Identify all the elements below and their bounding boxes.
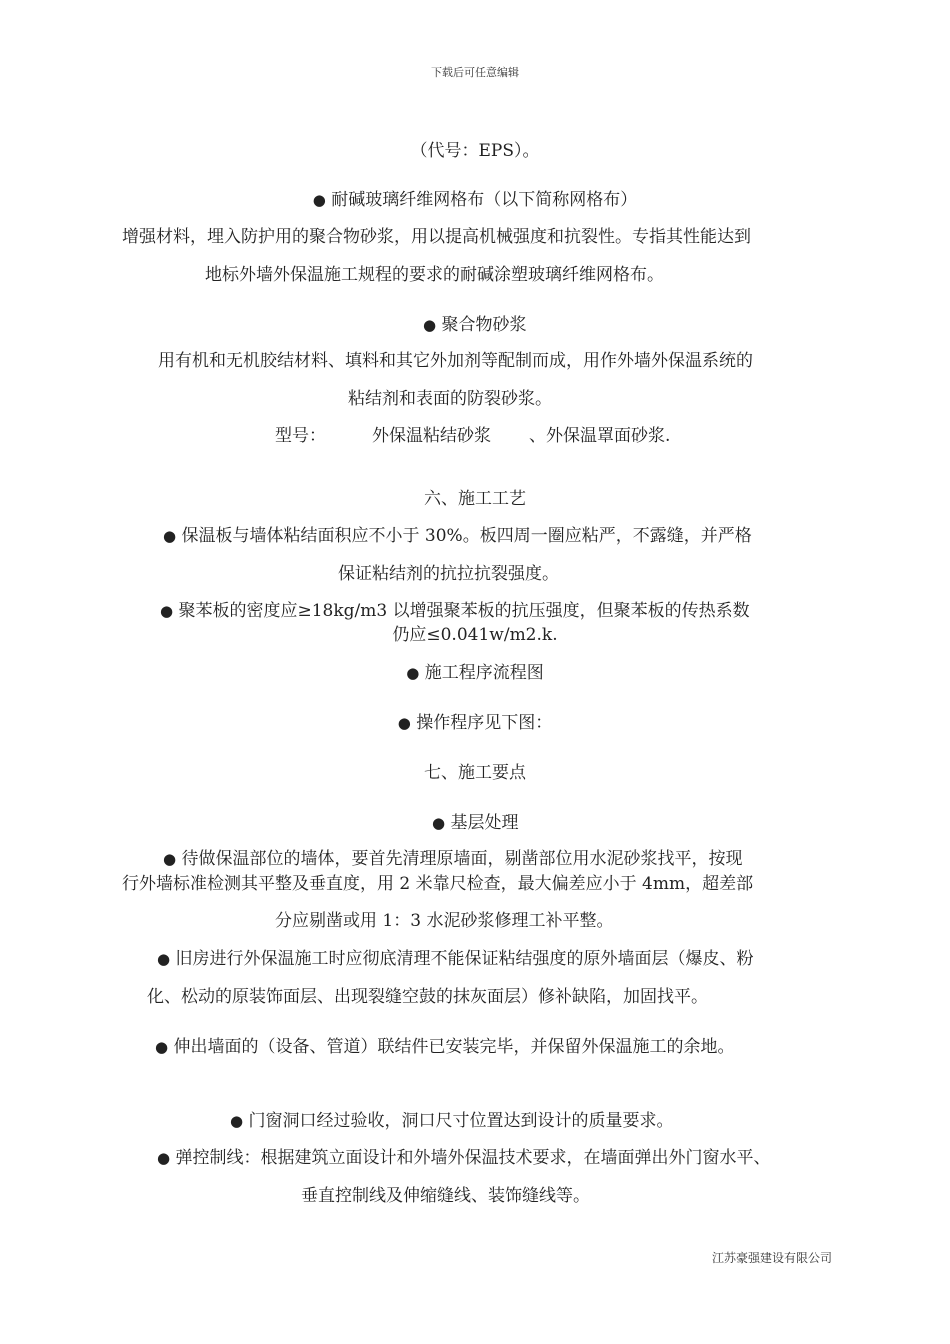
bullet-icon: ● — [155, 1038, 169, 1056]
mesh-title — [0, 189, 950, 211]
s7-paragraph-5-line-1: ● 弹控制线：根据建筑立面设计和外墙外保温技术要求，在墙面弹出外门窗水平、 — [157, 1148, 771, 1168]
s7-paragraph-1-line-2: 行外墙标准检测其平整及垂直度，用 2 米靠尺检查，最大偏差应小于 4mm，超差部 — [122, 874, 754, 894]
bullet-icon: ● — [230, 1112, 244, 1130]
s7-paragraph-1-line-1: ● 待做保温部位的墙体，要首先清理原墙面，剔凿部位用水泥砂浆找平，按现 — [163, 849, 743, 869]
s7-paragraph-2-line-2: 化、松动的原装饰面层、出现裂缝空鼓的抹灰面层）修补缺陷，加固找平。 — [147, 987, 708, 1007]
base-treatment-title: ● 基层处理 — [432, 813, 519, 833]
section-7-heading: 七、施工要点 — [424, 763, 526, 783]
s7-paragraph-2-line-1: ● 旧房进行外保温施工时应彻底清理不能保证粘结强度的原外墙面层（爆皮、粉 — [157, 949, 754, 969]
page-footer: 江苏豪强建设有限公司 — [711, 1251, 832, 1265]
model-value-b: 、外保温罩面砂浆. — [529, 426, 671, 446]
s6-paragraph-1-line-2: 保证粘结剂的抗拉抗裂强度。 — [338, 564, 559, 584]
mesh-desc-line-1: 增强材料，埋入防护用的聚合物砂浆，用以提高机械强度和抗裂性。专指其性能达到 — [122, 227, 751, 247]
bullet-icon: ● — [160, 602, 174, 620]
s7-paragraph-4: ● 门窗洞口经过验收，洞口尺寸位置达到设计的质量要求。 — [230, 1111, 674, 1131]
s7-paragraph-3: ● 伸出墙面的（设备、管道）联结件已安装完毕，并保留外保温施工的余地。 — [155, 1037, 735, 1057]
s7-paragraph-5-line-2: 垂直控制线及伸缩缝线、装饰缝线等。 — [301, 1186, 590, 1206]
model-line — [275, 425, 670, 447]
s7-paragraph-1-line-3: 分应剔凿或用 1：3 水泥砂浆修理工补平整。 — [275, 911, 614, 931]
bullet-icon: ● — [163, 527, 177, 545]
mortar-title — [423, 314, 527, 336]
bullet-icon: ● — [397, 714, 411, 732]
mortar-desc-line-2: 粘结剂和表面的防裂砂浆。 — [348, 389, 552, 409]
bullet-icon: ● — [312, 191, 326, 209]
eps-code-line: （代号：EPS）。 — [410, 141, 540, 161]
flowchart-title: ● 施工程序流程图 — [406, 663, 544, 683]
mortar-desc-line-1: 用有机和无机胶结材料、填料和其它外加剂等配制而成，用作外墙外保温系统的 — [158, 351, 753, 371]
bullet-icon: ● — [432, 814, 446, 832]
s6-paragraph-1-line-1: ● 保温板与墙体粘结面积应不小于 30%。板四周一圈应粘严，不露缝，并严格 — [163, 526, 752, 546]
mesh-desc-line-2: 地标外墙外保温施工规程的要求的耐碱涂塑玻璃纤维网格布。 — [205, 265, 664, 285]
model-value-a: 外保温粘结砂浆 — [372, 426, 491, 446]
model-label: 型号： — [275, 426, 326, 446]
mesh-title-text: 耐碱玻璃纤维网格布（以下简称网格布） — [331, 190, 638, 210]
bullet-icon: ● — [406, 664, 420, 682]
procedure-note: ● 操作程序见下图： — [397, 713, 553, 733]
s6-paragraph-2-line-1: ● 聚苯板的密度应≥18kg/m3 以增强聚苯板的抗压强度，但聚苯板的传热系数 — [160, 601, 750, 621]
bullet-icon: ● — [163, 850, 177, 868]
mortar-title-text: 聚合物砂浆 — [441, 315, 527, 335]
bullet-icon: ● — [157, 1149, 171, 1167]
bullet-icon: ● — [423, 316, 437, 334]
section-6-heading: 六、施工工艺 — [424, 489, 526, 509]
bullet-icon: ● — [157, 950, 171, 968]
page-header: 下载后可任意编辑 — [431, 66, 519, 79]
s6-paragraph-2-line-2: 仍应≤0.041w/m2.k. — [392, 625, 558, 645]
